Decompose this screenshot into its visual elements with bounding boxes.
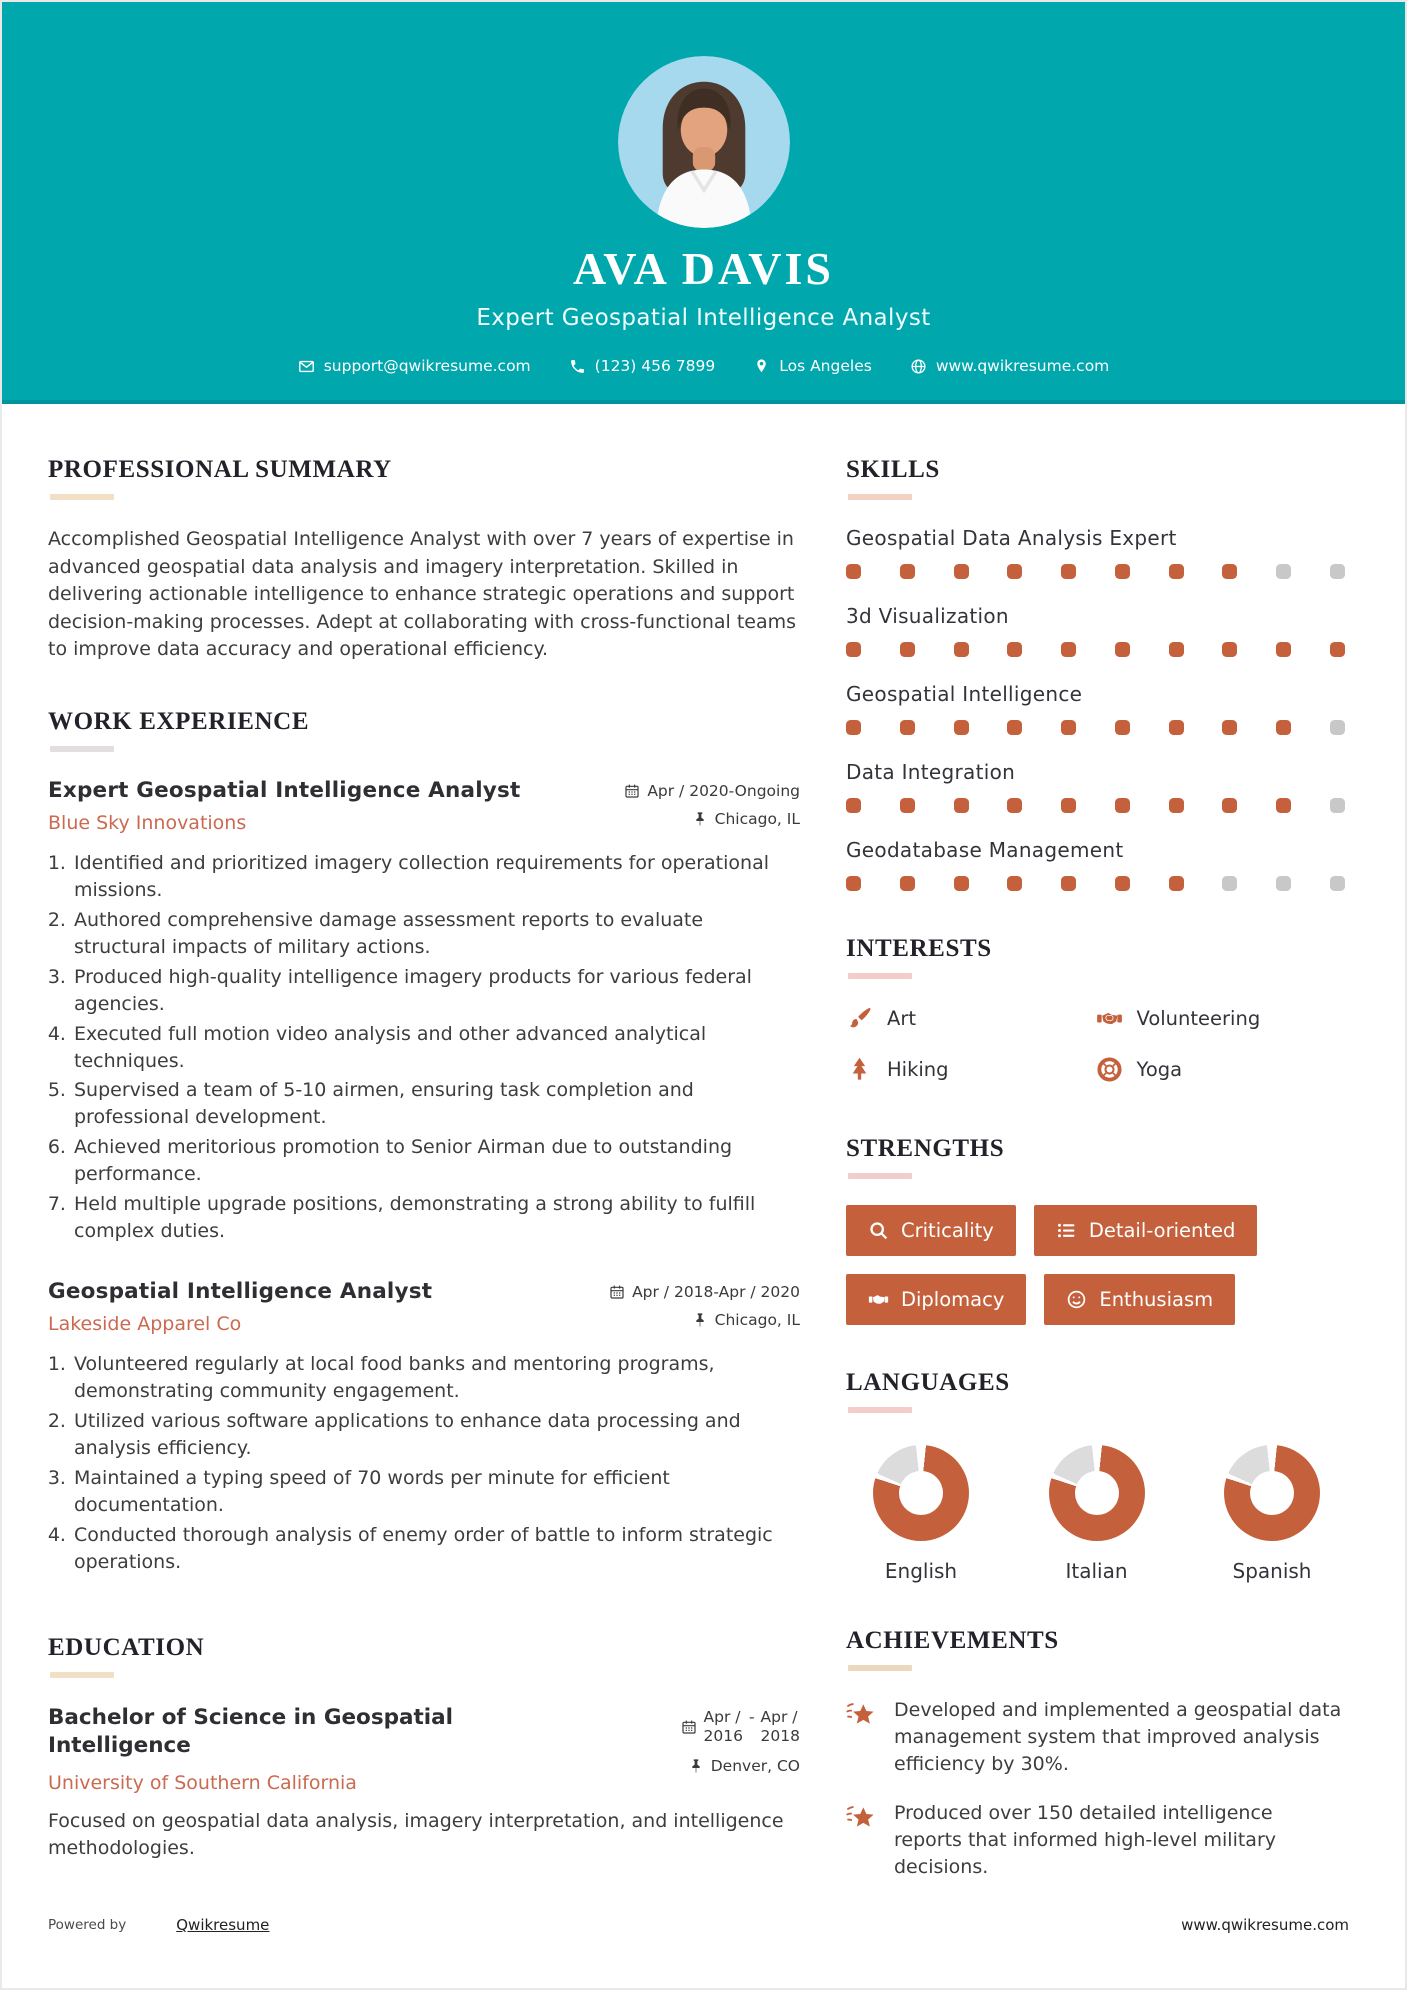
- calendar-icon: [624, 783, 640, 799]
- section-underline: [50, 1672, 114, 1678]
- pushpin-icon: [688, 1758, 704, 1774]
- job-bullet-list: [72, 850, 800, 1246]
- skill-dot: [1007, 876, 1022, 891]
- achievement-text: Developed and implemented a geospatial data management system that improved analysis efficiency by 30%.: [894, 1699, 1342, 1775]
- skill-dot: [1276, 798, 1291, 813]
- skill-dot: [1061, 642, 1076, 657]
- section-work-experience: [48, 708, 800, 1576]
- job-title-block: [48, 1279, 432, 1335]
- skill-dot: [1330, 564, 1345, 579]
- list-icon: [1056, 1220, 1077, 1241]
- job-bullet: 7. Held multiple upgrade positions, demonstrating a strong ability to fulfill complex duties.: [72, 1191, 800, 1245]
- strength-label: Diplomacy: [901, 1288, 1005, 1311]
- job-bullet: 4. Executed full motion video analysis and other advanced analytical techniques.: [72, 1021, 800, 1075]
- skill-row: [846, 838, 1345, 891]
- interest-label: Volunteering: [1136, 1007, 1261, 1030]
- star-icon: [846, 1699, 878, 1731]
- education-title: EDUCATION: [48, 1634, 205, 1662]
- job-company: Blue Sky Innovations: [48, 811, 247, 834]
- qwikresume-brand-link[interactable]: Qwikresume: [176, 1916, 270, 1934]
- achievements-title: ACHIEVEMENTS: [846, 1627, 1059, 1654]
- section-professional-summary: [48, 456, 800, 664]
- job-bullet: 5. Supervised a team of 5-10 airmen, ensuring task completion and professional development.: [72, 1077, 800, 1131]
- skill-dot: [1169, 642, 1184, 657]
- skill-dot: [954, 876, 969, 891]
- skill-dot: [1007, 798, 1022, 813]
- job-date: [624, 782, 800, 800]
- pushpin-icon: [692, 1312, 708, 1328]
- contact-item: [910, 357, 1109, 375]
- skill-dot: [900, 798, 915, 813]
- languages-title: LANGUAGES: [846, 1369, 1010, 1396]
- skills-list: [846, 526, 1345, 891]
- interest-label: Art: [887, 1007, 917, 1030]
- skill-dot: [1222, 564, 1237, 579]
- skill-dot: [1061, 876, 1076, 891]
- strengths-grid: [846, 1205, 1345, 1325]
- phone-icon: [569, 358, 586, 375]
- strength-label: Detail-oriented: [1088, 1219, 1236, 1242]
- skill-rating: [846, 642, 1345, 657]
- section-achievements: [846, 1627, 1345, 1881]
- handshake-icon: [1096, 1005, 1123, 1032]
- section-underline: [848, 973, 912, 979]
- skill-dot: [1276, 564, 1291, 579]
- achievement-item: [846, 1800, 1345, 1881]
- skill-name: Geospatial Intelligence: [846, 682, 1083, 706]
- language-name: Spanish: [1232, 1559, 1312, 1583]
- achievement-text: Produced over 150 detailed intelligence reports that informed high-level military decisions.: [894, 1801, 1276, 1878]
- job-entry: [48, 1279, 800, 1576]
- footer-website: www.qwikresume.com: [1181, 1916, 1349, 1934]
- skill-dot: [1169, 798, 1184, 813]
- strength-label: Enthusiasm: [1099, 1288, 1214, 1311]
- skill-dot: [900, 720, 915, 735]
- section-education: [48, 1634, 800, 1863]
- lifebuoy-icon: [1096, 1056, 1123, 1083]
- section-underline: [50, 746, 114, 752]
- job-role: Geospatial Intelligence Analyst: [48, 1279, 433, 1305]
- skill-dot: [846, 720, 861, 735]
- interest-item: [1096, 1056, 1346, 1083]
- skill-dot: [1007, 642, 1022, 657]
- education-date-start: Apr /: [703, 1708, 741, 1727]
- powered-by-label: Powered by: [48, 1917, 127, 1933]
- language-item: [856, 1445, 986, 1583]
- job-location: [692, 810, 800, 828]
- contact-row: [2, 357, 1405, 375]
- skill-name: 3d Visualization: [846, 604, 1009, 628]
- skill-name: Data Integration: [846, 760, 1016, 784]
- mail-icon: [298, 358, 315, 375]
- section-interests: [846, 935, 1345, 1083]
- contact-text: support@qwikresume.com: [323, 357, 531, 375]
- contact-item: [569, 357, 716, 375]
- languages-row: [846, 1439, 1345, 1583]
- interest-item: [846, 1056, 1096, 1083]
- globe-icon: [910, 358, 927, 375]
- skill-name: Geodatabase Management: [846, 838, 1124, 862]
- skill-dot: [846, 876, 861, 891]
- job-header: [48, 778, 800, 834]
- job-role: Expert Geospatial Intelligence Analyst: [48, 777, 521, 803]
- education-degree: Bachelor of Science in Geospatial Intelligence: [48, 1705, 454, 1758]
- interest-label: Yoga: [1136, 1058, 1183, 1081]
- pushpin-icon: [692, 811, 708, 827]
- job-bullet: 2. Utilized various software applications to enhance data processing and analysis efficiency.: [72, 1408, 800, 1462]
- skills-title: SKILLS: [846, 456, 940, 483]
- job-bullet-list: [72, 1351, 800, 1576]
- handshake-icon: [868, 1289, 889, 1310]
- skill-dot: [1169, 564, 1184, 579]
- section-underline: [848, 1173, 912, 1179]
- summary-title: PROFESSIONAL SUMMARY: [48, 456, 392, 483]
- job-bullet: 4. Conducted thorough analysis of enemy order of battle to inform strategic operations.: [72, 1522, 800, 1576]
- strength-badge: [846, 1274, 1026, 1325]
- language-donut-chart: [1224, 1445, 1320, 1541]
- skill-row: [846, 526, 1345, 579]
- contact-text: www.qwikresume.com: [935, 357, 1110, 375]
- skill-dot: [1115, 642, 1130, 657]
- calendar-icon: [609, 1284, 625, 1300]
- job-date-text: Apr / 2020-Ongoing: [647, 781, 800, 800]
- job-meta: [624, 778, 800, 834]
- skill-dot: [846, 798, 861, 813]
- section-underline: [848, 1665, 912, 1671]
- job-bullet: 1. Identified and prioritized imagery collection requirements for operational missions.: [72, 850, 800, 904]
- skill-dot: [1222, 798, 1237, 813]
- skill-dot: [846, 564, 861, 579]
- job-meta: [609, 1279, 800, 1335]
- skill-dot: [1330, 720, 1345, 735]
- section-underline: [50, 494, 114, 500]
- strengths-title: STRENGTHS: [846, 1135, 1005, 1162]
- strength-badge: [1044, 1274, 1235, 1325]
- job-location-text: Chicago, IL: [714, 1311, 800, 1330]
- skill-dot: [1276, 876, 1291, 891]
- skill-dot: [954, 564, 969, 579]
- language-donut-chart: [1049, 1445, 1145, 1541]
- job-bullet: 1. Volunteered regularly at local food banks and mentoring programs, demonstrating community engagement.: [72, 1351, 800, 1405]
- hero-header: [2, 2, 1405, 404]
- achievements-list: [846, 1697, 1345, 1881]
- calendar-icon: [681, 1719, 697, 1735]
- skill-dot: [900, 876, 915, 891]
- education-date: Apr / 2016 - Apr / 2018: [681, 1708, 801, 1747]
- strength-badge: [846, 1205, 1016, 1256]
- strength-label: Criticality: [901, 1219, 994, 1242]
- donut-hole: [1250, 1471, 1294, 1515]
- contact-text: Los Angeles: [779, 357, 872, 375]
- skill-name: Geospatial Data Analysis Expert: [846, 526, 1177, 550]
- interest-item: [846, 1005, 1096, 1032]
- donut-hole: [1075, 1471, 1119, 1515]
- skill-row: [846, 760, 1345, 813]
- contact-item: [753, 357, 872, 375]
- skill-dot: [1330, 798, 1345, 813]
- skill-dot: [954, 642, 969, 657]
- location-icon: [753, 358, 770, 375]
- skill-dot: [1222, 642, 1237, 657]
- skill-dot: [900, 564, 915, 579]
- work-title: WORK EXPERIENCE: [48, 707, 310, 735]
- skill-dot: [1222, 720, 1237, 735]
- job-entry: [48, 778, 800, 1246]
- smiley-icon: [1066, 1289, 1087, 1310]
- skill-dot: [1330, 876, 1345, 891]
- language-item: [1032, 1445, 1162, 1583]
- skill-dot: [1276, 642, 1291, 657]
- star-icon: [846, 1802, 878, 1834]
- skill-dot: [846, 642, 861, 657]
- skill-row: [846, 682, 1345, 735]
- job-bullet: 6. Achieved meritorious promotion to Senior Airman due to outstanding performance.: [72, 1134, 800, 1188]
- interests-title: INTERESTS: [846, 935, 992, 962]
- section-underline: [848, 494, 912, 500]
- language-item: [1207, 1445, 1337, 1583]
- skill-dot: [900, 642, 915, 657]
- education-school: University of Southern California: [48, 1771, 357, 1794]
- skill-dot: [954, 798, 969, 813]
- job-header: [48, 1279, 800, 1335]
- job-date: [609, 1283, 800, 1301]
- skill-dot: [1115, 876, 1130, 891]
- skill-rating: [846, 564, 1345, 579]
- skill-row: [846, 604, 1345, 657]
- job-date-text: Apr / 2018-Apr / 2020: [632, 1283, 800, 1302]
- jobs-list: [48, 778, 800, 1576]
- skill-dot: [1115, 720, 1130, 735]
- skill-dot: [1222, 876, 1237, 891]
- candidate-title: Expert Geospatial Intelligence Analyst: [476, 305, 931, 331]
- summary-text: Accomplished Geospatial Intelligence Analyst with over 7 years of expertise in advanced geospatial data analysis and imagery interpretation. Skilled in delivering actionable intelligence to enhance strategic operations and support decision-making processes. Adept at collaborating with cross-functional teams to improve data accuracy and operational efficiency.: [48, 528, 797, 661]
- section-strengths: [846, 1135, 1345, 1325]
- language-name: Italian: [1065, 1559, 1128, 1583]
- skill-rating: [846, 720, 1345, 735]
- section-skills: [846, 456, 1345, 891]
- job-company: Lakeside Apparel Co: [48, 1313, 242, 1336]
- section-underline: [848, 1407, 912, 1413]
- skill-rating: [846, 798, 1345, 813]
- education-location: Denver, CO: [688, 1757, 800, 1775]
- job-location: [692, 1311, 800, 1329]
- skill-dot: [1115, 798, 1130, 813]
- job-title-block: [48, 778, 520, 834]
- skill-dot: [1061, 798, 1076, 813]
- skill-dot: [1007, 720, 1022, 735]
- profile-photo: [618, 56, 790, 228]
- donut-hole: [899, 1471, 943, 1515]
- language-name: English: [884, 1559, 958, 1583]
- interest-label: Hiking: [887, 1058, 949, 1081]
- contact-item: [298, 357, 531, 375]
- skill-dot: [1115, 564, 1130, 579]
- job-location-text: Chicago, IL: [714, 809, 800, 828]
- page-footer: [48, 1910, 1349, 1940]
- strength-badge: [1034, 1205, 1258, 1256]
- paintbrush-icon: [846, 1005, 873, 1032]
- skill-dot: [1169, 876, 1184, 891]
- job-bullet: 3. Maintained a typing speed of 70 words per minute for efficient documentation.: [72, 1465, 800, 1519]
- skill-dot: [1061, 564, 1076, 579]
- search-icon: [868, 1220, 889, 1241]
- skill-dot: [1169, 720, 1184, 735]
- skill-dot: [1330, 642, 1345, 657]
- candidate-name: AVA DAVIS: [573, 243, 834, 294]
- education-description: Focused on geospatial data analysis, imagery interpretation, and intelligence methodologies.: [48, 1809, 784, 1860]
- achievement-item: [846, 1697, 1345, 1778]
- skill-dot: [1276, 720, 1291, 735]
- skill-rating: [846, 876, 1345, 891]
- interest-item: [1096, 1005, 1346, 1032]
- skill-dot: [1007, 564, 1022, 579]
- profile-photo-illustration: [618, 56, 790, 228]
- contact-text: (123) 456 7899: [594, 357, 716, 375]
- tree-icon: [846, 1056, 873, 1083]
- interests-grid: [846, 1005, 1345, 1083]
- language-donut-chart: [873, 1445, 969, 1541]
- qwikresume-logo-icon: [136, 1910, 166, 1940]
- education-date-end: Apr /: [760, 1708, 798, 1727]
- job-bullet: 2. Authored comprehensive damage assessment reports to evaluate structural impacts of military actions.: [72, 907, 800, 961]
- section-languages: [846, 1369, 1345, 1583]
- skill-dot: [954, 720, 969, 735]
- job-bullet: 3. Produced high-quality intelligence imagery products for various federal agencies.: [72, 964, 800, 1018]
- skill-dot: [1061, 720, 1076, 735]
